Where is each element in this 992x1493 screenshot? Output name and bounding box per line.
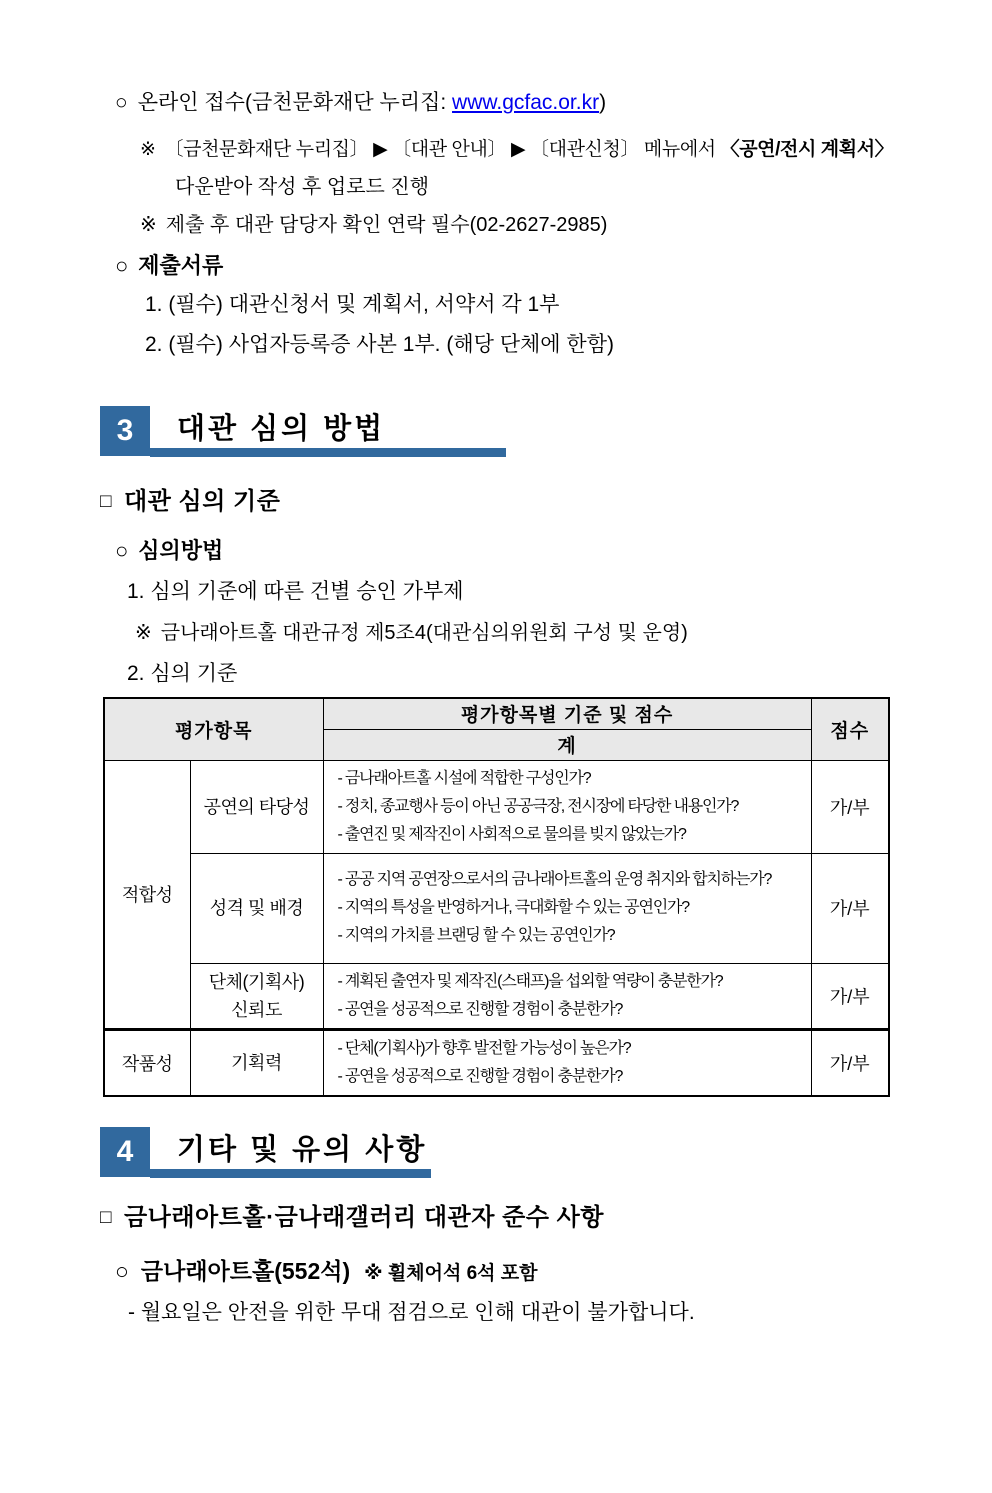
subcategory-line: 신뢰도 xyxy=(231,999,282,1020)
category-cell: 적합성 xyxy=(104,760,190,1029)
compliance-heading-text: 금나래아트홀·금나래갤러리 대관자 준수 사항 xyxy=(123,1203,604,1231)
review-method-heading xyxy=(100,537,982,565)
reference-mark-icon: ※ xyxy=(140,214,157,236)
header-evaluation-item: 평가항목 xyxy=(104,698,323,760)
subcategory-line: 단체(기획사) xyxy=(208,971,305,992)
compliance-heading xyxy=(100,1203,982,1235)
criteria-line: - 지역의 가치를 브랜딩 할 수 있는 공연인가? xyxy=(337,927,615,944)
submit-doc-item-2: 2. (필수) 사업자등록증 사본 1부. (해당 단체에 한함) xyxy=(145,333,614,356)
score-cell: 가/부 xyxy=(811,1029,889,1096)
table-row xyxy=(104,963,889,1029)
submit-docs-heading xyxy=(100,252,982,280)
menu-path-text: 〔금천문화재단 누리집〕 ▶ 〔대관 안내〕 ▶ 〔대관신청〕 메뉴에서 xyxy=(164,139,721,160)
section-4-header xyxy=(100,1127,970,1178)
subcategory-cell: 기획력 xyxy=(190,1029,323,1096)
header-criteria-and-score: 평가항목별 기준 및 점수 xyxy=(323,698,811,729)
section-number-badge: 4 xyxy=(100,1127,150,1177)
criteria-line: - 정치, 종교행사 등이 아닌 공공극장, 전시장에 타당한 내용인가? xyxy=(337,797,739,815)
foundation-website-link[interactable]: www.gcfac.or.kr xyxy=(452,91,600,114)
menu-path-continuation: 다운받아 작성 후 업로드 진행 xyxy=(175,176,430,198)
hall-heading xyxy=(100,1257,982,1288)
criteria-line: - 공공 지역 공연장으로서의 금나래아트홀의 운영 취지와 합치하는가? xyxy=(337,871,772,888)
category-cell: 작품성 xyxy=(104,1029,190,1096)
square-bullet-icon: □ xyxy=(100,1206,112,1228)
review-regulation-text: 금나래아트홀 대관규정 제5조4(대관심의위원회 구성 및 운영) xyxy=(160,622,688,644)
section-3-title: 대관 심의 방법 xyxy=(177,413,386,445)
online-submission-line xyxy=(100,90,982,116)
review-regulation-note xyxy=(100,621,982,646)
submit-docs-title: 제출서류 xyxy=(138,253,224,278)
review-method-item-2: 2. 심의 기준 xyxy=(127,662,238,685)
circle-bullet-icon: ○ xyxy=(115,1257,129,1284)
plan-document-name: 〈공연/전시 계획서〉 xyxy=(720,139,894,160)
score-cell: 가/부 xyxy=(811,760,889,853)
criteria-cell xyxy=(323,853,811,963)
subcategory-cell xyxy=(190,963,323,1029)
subcategory-cell: 공연의 타당성 xyxy=(190,760,323,853)
contact-note xyxy=(100,213,982,238)
review-method-item-1: 1. 심의 기준에 따른 건별 승인 가부제 xyxy=(127,580,464,603)
online-submission-text: 온라인 접수(금천문화재단 누리집: xyxy=(137,91,453,114)
circle-bullet-icon: ○ xyxy=(115,91,128,114)
section-4-title: 기타 및 유의 사항 xyxy=(177,1133,428,1166)
review-method-title: 심의방법 xyxy=(138,538,224,563)
criteria-cell xyxy=(323,1029,811,1096)
hall-title: 금나래아트홀(552석) xyxy=(140,1257,351,1284)
table-row xyxy=(104,760,889,853)
circle-bullet-icon: ○ xyxy=(115,253,129,278)
section-3-header xyxy=(100,406,970,457)
submit-doc-item-1: 1. (필수) 대관신청서 및 계획서, 서약서 각 1부 xyxy=(145,293,560,316)
circle-bullet-icon: ○ xyxy=(115,538,129,563)
subcategory-cell: 성격 및 배경 xyxy=(190,853,323,963)
evaluation-criteria-table xyxy=(103,697,890,1097)
criteria-cell xyxy=(323,963,811,1029)
header-criteria-sub: 계 xyxy=(323,729,811,760)
score-cell: 가/부 xyxy=(811,963,889,1029)
table-row xyxy=(104,853,889,963)
monday-closure-note: - 월요일은 안전을 위한 무대 점검으로 인해 대관이 불가합니다. xyxy=(128,1300,695,1324)
review-criteria-heading-text: 대관 심의 기준 xyxy=(123,488,281,515)
criteria-line: - 출연진 및 제작진이 사회적으로 물의를 빚지 않았는가? xyxy=(337,825,686,843)
reference-mark-icon: ※ xyxy=(135,622,152,644)
criteria-cell xyxy=(323,760,811,853)
document-page xyxy=(0,90,992,1493)
square-bullet-icon: □ xyxy=(100,491,112,512)
section-number-badge: 3 xyxy=(100,406,150,456)
score-cell: 가/부 xyxy=(811,853,889,963)
contact-note-text: 제출 후 대관 담당자 확인 연락 필수(02-2627-2985) xyxy=(165,214,608,236)
criteria-line: - 금나래아트홀 시설에 적합한 구성인가? xyxy=(337,769,591,787)
criteria-line: - 공연을 성공적으로 진행할 경험이 충분한가? xyxy=(337,1067,623,1085)
review-criteria-heading xyxy=(100,487,982,519)
header-score: 점수 xyxy=(811,698,889,760)
criteria-line: - 단체(기획사)가 향후 발전할 가능성이 높은가? xyxy=(337,1039,631,1057)
criteria-line: - 공연을 성공적으로 진행할 경험이 충분한가? xyxy=(337,1000,623,1018)
wheelchair-seat-note: ※ 휠체어석 6석 포함 xyxy=(364,1262,538,1284)
menu-path-note xyxy=(100,138,982,162)
criteria-line: - 계획된 출연자 및 제작진(스태프)을 섭외할 역량이 충분한가? xyxy=(337,972,723,990)
reference-mark-icon: ※ xyxy=(140,139,156,160)
criteria-line: - 지역의 특성을 반영하거나, 극대화할 수 있는 공연인가? xyxy=(337,899,689,916)
online-submission-suffix: ) xyxy=(599,91,607,114)
table-row xyxy=(104,1029,889,1096)
